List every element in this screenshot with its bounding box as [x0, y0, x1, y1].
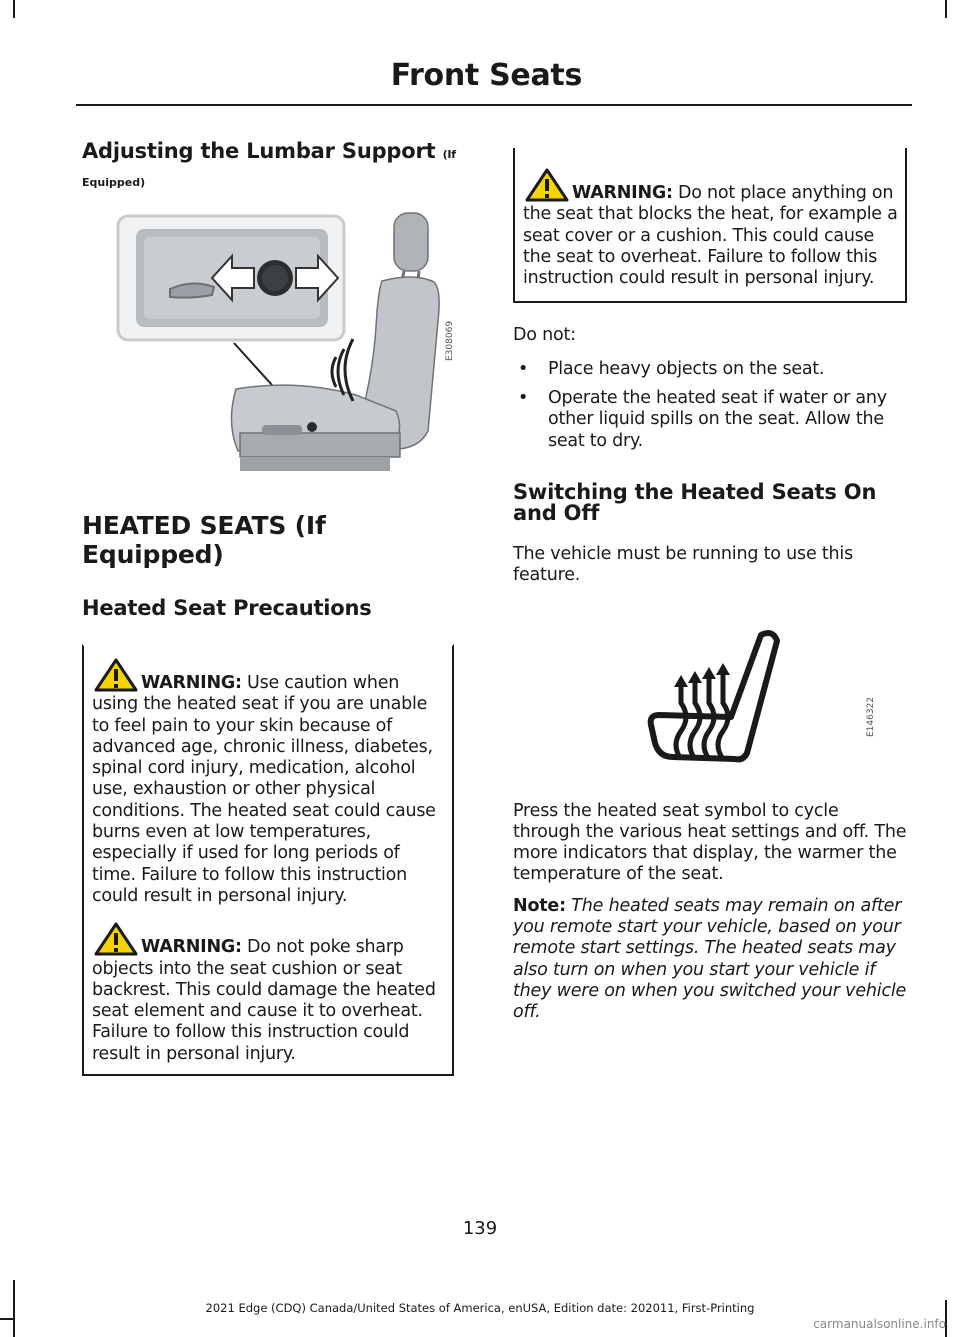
note-label: Note:: [513, 895, 566, 916]
list-item: • Operate the heated seat if water or any other liquid spills on the seat. Allow the seat to dry.: [518, 388, 887, 451]
warning-2: [92, 922, 446, 1065]
symbol-image-code: E146322: [866, 696, 876, 737]
precautions-title: Heated Seat Precautions: [82, 596, 372, 620]
page-number: 139: [462, 1218, 498, 1239]
warning-1-label: WARNING:: [141, 673, 242, 693]
press-text: Press the heated seat symbol to cycle through the various heat settings and off. The more indicators that display, the warmer the temperature of the seat.: [513, 800, 907, 885]
lumbar-illustration: [82, 211, 470, 483]
header-rule: [76, 104, 912, 106]
heated-seat-symbol-figure: [513, 617, 907, 767]
warning-2-text: Do not poke sharp objects into the seat cushion or seat backrest. This could damage the heated seat element and cause it to overheat. Failure to follow this instruction could result in personal injury.: [92, 937, 436, 1064]
left-column: [82, 138, 470, 1076]
heated-seat-icon: [513, 617, 907, 767]
do-not-label: Do not:: [513, 325, 576, 346]
note-text: The heated seats may remain on after you remote start your vehicle, based on your remote start settings. The heated seats may also turn on when you start your vehicle if they were on when you switched your vehicle off.: [513, 895, 907, 1023]
right-column: [513, 148, 907, 1024]
do-not-list: [513, 359, 907, 452]
note-paragraph: [513, 896, 907, 1024]
warning-3-text: Do not place anything on the seat that blocks the heat, for example a seat cover or a cushion. This could cause the seat to overheat. Failure to follow this instruction could result in personal injury.: [523, 183, 898, 289]
warning-box-right: [513, 148, 907, 303]
watermark: carmanualsonline.info: [813, 1317, 946, 1331]
warning-3: [523, 168, 899, 289]
warning-2-label: WARNING:: [141, 937, 242, 958]
switching-title: Switching the Heated Seats On and Off: [513, 479, 877, 525]
warning-triangle-icon: [94, 922, 138, 956]
running-text: The vehicle must be running to use this feature.: [513, 543, 854, 586]
list-item: • Place heavy objects on the seat.: [518, 358, 825, 379]
bullet-1-text: Place heavy objects on the seat.: [548, 358, 825, 379]
lumbar-image-code: E308069: [445, 320, 455, 361]
crop-mark-tr-v: [945, 0, 947, 18]
warning-3-label: WARNING:: [572, 183, 673, 203]
seat-lumbar-svg: [82, 211, 470, 483]
warning-1: [92, 658, 446, 907]
crop-mark-tl-v: [13, 0, 15, 18]
lumbar-heading: [82, 138, 470, 168]
lumbar-heading-small: (If: [442, 148, 456, 161]
edition-footer: 2021 Edge (CDQ) Canada/United States of America, enUSA, Edition date: 202011, First-Printing: [205, 1301, 755, 1315]
warning-triangle-icon: [525, 168, 569, 202]
page-title: Front Seats: [390, 58, 582, 93]
warning-1-text: Use caution when using the heated seat if you are unable to feel pain to your skin because of advanced age, chronic illness, diabetes, spinal cord injury, medication, alcohol use, exhaustion or other physical conditions. The heated seat could cause burns even at low temperatures, especially if used for long periods of time. Failure to follow this instruction could result in personal injury.: [92, 673, 436, 906]
warning-triangle-icon: [94, 658, 138, 692]
warning-box-left: [82, 644, 454, 1076]
heated-seats-section-title: HEATED SEATS (If Equipped): [82, 511, 326, 569]
lumbar-heading-text: Adjusting the Lumbar Support: [82, 139, 436, 163]
bullet-2-text: Operate the heated seat if water or any other liquid spills on the seat. Allow the seat to dry.: [548, 388, 887, 451]
crop-mark-bl-h: [0, 1318, 15, 1320]
lumbar-heading-small-line2: Equipped): [82, 176, 146, 189]
